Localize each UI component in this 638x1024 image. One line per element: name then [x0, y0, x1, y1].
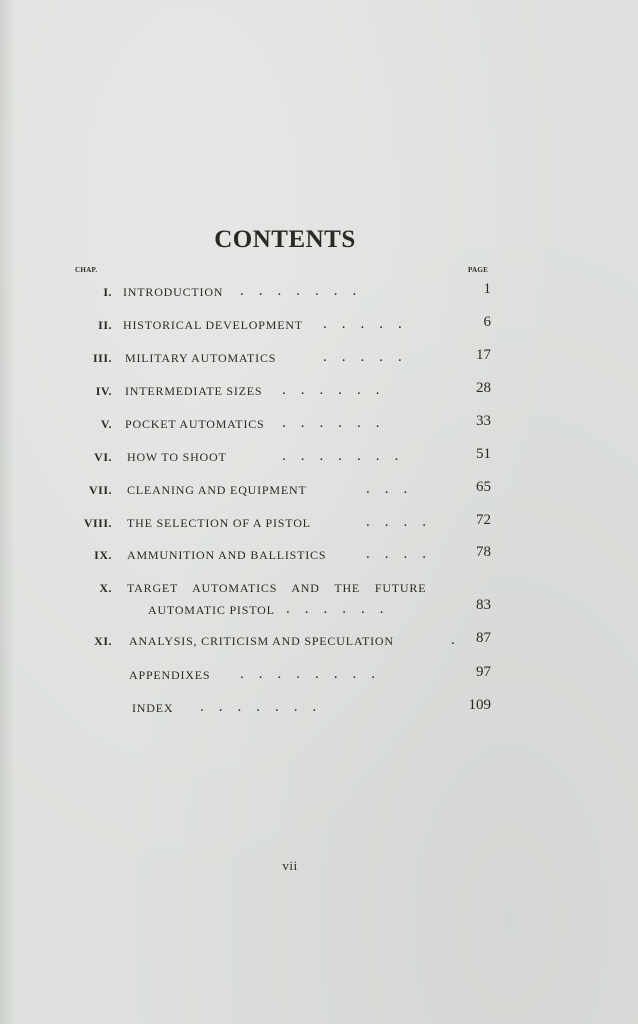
chapter-number: V. [100, 417, 112, 431]
chapter-title: TARGET AUTOMATICS AND THE FUTURE [127, 581, 427, 595]
chapter-number: IX. [94, 548, 112, 562]
toc-entry-2 [0, 314, 638, 334]
chapter-title: AMMUNITION AND BALLISTICS [127, 548, 327, 562]
dot-leader: . . . . . . . [200, 699, 317, 715]
chapter-number: VII. [88, 483, 112, 497]
chapter-number: VI. [94, 450, 112, 464]
chapter-number: VIII. [83, 516, 112, 530]
dot-leader: . . . . [366, 514, 426, 530]
dot-leader: . . . . . . . [240, 283, 357, 299]
page-number: 109 [468, 697, 491, 713]
dot-leader: . . . . . . [282, 382, 380, 398]
toc-entry-11 [0, 630, 638, 650]
dot-leader: . [451, 632, 455, 648]
toc-entry-7 [0, 479, 638, 499]
chapter-title: MILITARY AUTOMATICS [125, 351, 277, 365]
chapter-title: INTERMEDIATE SIZES [125, 384, 263, 398]
dot-leader: . . . . [366, 546, 426, 562]
page-number: 1 [483, 281, 491, 297]
chapter-number: XI. [94, 634, 112, 648]
chapter-number: IV. [95, 384, 112, 398]
toc-entry-8 [0, 512, 638, 532]
page-number: 97 [476, 664, 491, 680]
dot-leader: . . . [366, 481, 408, 497]
chapter-title: HOW TO SHOOT [127, 450, 227, 464]
page-number: 28 [476, 380, 491, 396]
chapter-title: ANALYSIS, CRITICISM AND SPECULATION [129, 634, 394, 648]
chapter-title: THE SELECTION OF A PISTOL [127, 516, 311, 530]
page-number: 51 [476, 446, 491, 462]
toc-entry-appendixes [0, 664, 638, 684]
page-column-header: PAGE [468, 266, 489, 274]
dot-leader: . . . . . . [286, 601, 384, 617]
toc-entry-index [0, 697, 638, 717]
page-number: 65 [476, 479, 491, 495]
page-title: CONTENTS [214, 226, 356, 253]
chapter-title: HISTORICAL DEVELOPMENT [123, 318, 303, 332]
page-number: 72 [476, 512, 491, 528]
toc-entry-6 [0, 446, 638, 466]
toc-entry-5 [0, 413, 638, 433]
toc-entry-3 [0, 347, 638, 367]
chapter-column-header: CHAP. [75, 266, 98, 274]
dot-leader: . . . . . . . . [240, 666, 375, 682]
chapter-number: III. [92, 351, 112, 365]
chapter-number: II. [98, 318, 112, 332]
page-number: 83 [476, 597, 491, 613]
toc-entry-10 [0, 577, 638, 619]
dot-leader: . . . . . [323, 349, 402, 365]
chapter-title: INDEX [132, 701, 174, 715]
page-number: 87 [476, 630, 491, 646]
dot-leader: . . . . . [323, 316, 402, 332]
page-folio: vii [282, 858, 298, 873]
dot-leader: . . . . . . [282, 415, 380, 431]
chapter-number: X. [99, 581, 112, 595]
page-number: 6 [483, 314, 491, 330]
chapter-title: INTRODUCTION [123, 285, 224, 299]
toc-entry-4 [0, 380, 638, 400]
chapter-number: I. [103, 285, 112, 299]
dot-leader: . . . . . . . [282, 448, 399, 464]
toc-entry-1 [0, 281, 638, 301]
toc-entry-9 [0, 544, 638, 564]
chapter-title: POCKET AUTOMATICS [125, 417, 265, 431]
page-number: 17 [476, 347, 491, 363]
chapter-title: APPENDIXES [129, 668, 211, 682]
page-number: 78 [476, 544, 491, 560]
chapter-title-continued: AUTOMATIC PISTOL [148, 603, 275, 617]
page-number: 33 [476, 413, 491, 429]
chapter-title: CLEANING AND EQUIPMENT [127, 483, 307, 497]
